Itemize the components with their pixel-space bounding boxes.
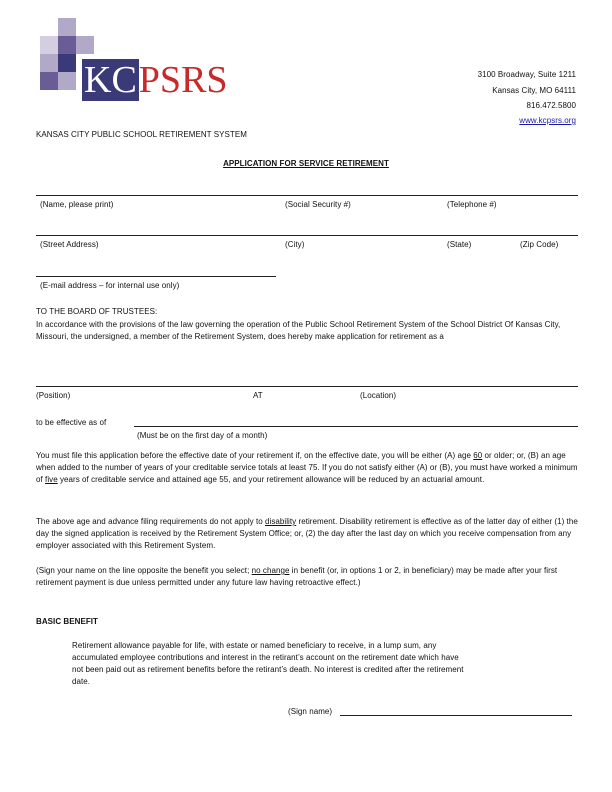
effective-date-line[interactable] <box>134 426 578 427</box>
sign-name-line[interactable] <box>340 715 572 716</box>
effective-note: (Must be on the first day of a month) <box>137 431 268 440</box>
eligibility-paragraph <box>36 450 578 486</box>
disability-text-a: The above age and advance filing requirements do not apply to <box>36 517 266 526</box>
eligibility-age: 60 <box>473 451 483 460</box>
logo-square <box>40 54 58 72</box>
field-line-position-row[interactable] <box>36 386 578 387</box>
logo-square <box>58 72 76 90</box>
logo-kc: KC <box>84 59 137 101</box>
field-label-city: (City) <box>285 240 305 249</box>
field-label-position: (Position) <box>36 391 71 400</box>
basic-benefit-text: Retirement allowance payable for life, with estate or named beneficiary to receive, in a lump sum, any accumulated employee contributions and interest in the retirant’s account on the retirement date which have not been paid out as retirement benefits before the retirant’s death. No interest is credited after the retirement date. <box>72 641 464 686</box>
address-line2: Kansas City, MO 64111 <box>492 86 576 95</box>
logo <box>36 18 246 100</box>
logo-square <box>58 18 76 36</box>
form-title: APPLICATION FOR SERVICE RETIREMENT <box>223 159 389 168</box>
website-link[interactable]: www.kcpsrs.org <box>519 116 576 125</box>
intro-paragraph: In accordance with the provisions of the law governing the operation of the Public School Retirement System of the School District Of Kansas City, Missouri, the undersigned, a member of the Retirement System, does hereby make application for retirement as a <box>36 320 561 341</box>
sign-no-change: no change <box>251 566 290 575</box>
address-website[interactable] <box>519 116 576 125</box>
field-label-street: (Street Address) <box>40 240 99 249</box>
logo-square <box>76 36 94 54</box>
disability-word: disability <box>265 517 297 526</box>
eligibility-text-c: years of creditable service and attained age 55, and your retirement allowance will be reduced by an actuarial amount. <box>57 475 485 484</box>
disability-text-b: retirement. Disability retirement is effective as of the latter day of either (1) the day the signed application is received by the Retirement System Office; or, (2) the day after the last day on which you receive compensation from any employer associated with this Retirement System. <box>36 517 578 550</box>
field-label-at: AT <box>253 391 263 400</box>
field-label-telephone: (Telephone #) <box>447 200 497 209</box>
salutation: TO THE BOARD OF TRUSTEES: <box>36 307 158 316</box>
field-label-ssn: (Social Security #) <box>285 200 351 209</box>
logo-psrs: PSRS <box>138 59 228 101</box>
eligibility-five: five <box>45 475 58 484</box>
field-label-email: (E-mail address – for internal use only) <box>40 281 180 290</box>
logo-wordmark <box>82 60 228 100</box>
field-line-email[interactable] <box>36 276 276 277</box>
sign-name-label: (Sign name) <box>288 707 333 716</box>
logo-square <box>40 36 58 54</box>
address-line1: 3100 Broadway, Suite 1211 <box>477 70 576 79</box>
sign-text-b: in benefit (or, in options 1 or 2, in beneficiary) may be made after your first retirement payment is due unless permitted under any future law having retroactive effect.) <box>36 566 558 587</box>
field-label-location: (Location) <box>360 391 397 400</box>
eligibility-text-a: You must file this application before the effective date of your retirement if, on the effective date, you will be either (A) age <box>36 451 474 460</box>
field-label-state: (State) <box>447 240 472 249</box>
logo-square <box>40 72 58 90</box>
disability-paragraph <box>36 516 578 552</box>
sign-text-a: (Sign your name on the line opposite the benefit you select; <box>36 566 252 575</box>
sign-instructions <box>36 565 566 589</box>
eligibility-text-b: or older; or, (B) an age when added to the number of years of your creditable service totals at least 75. If you do not satisfy either (A) or (B), you must have worked a minimum of <box>36 451 578 484</box>
field-label-name: (Name, please print) <box>40 200 114 209</box>
effective-label: to be effective as of <box>36 418 107 427</box>
address-phone: 816.472.5800 <box>526 101 576 110</box>
basic-benefit-heading: BASIC BENEFIT <box>36 617 98 626</box>
field-line-name-row[interactable] <box>36 195 578 196</box>
org-name: KANSAS CITY PUBLIC SCHOOL RETIREMENT SYSTEM <box>36 130 247 139</box>
logo-square <box>58 54 76 72</box>
field-label-zip: (Zip Code) <box>520 240 559 249</box>
logo-square <box>58 36 76 54</box>
field-line-address-row[interactable] <box>36 235 578 236</box>
